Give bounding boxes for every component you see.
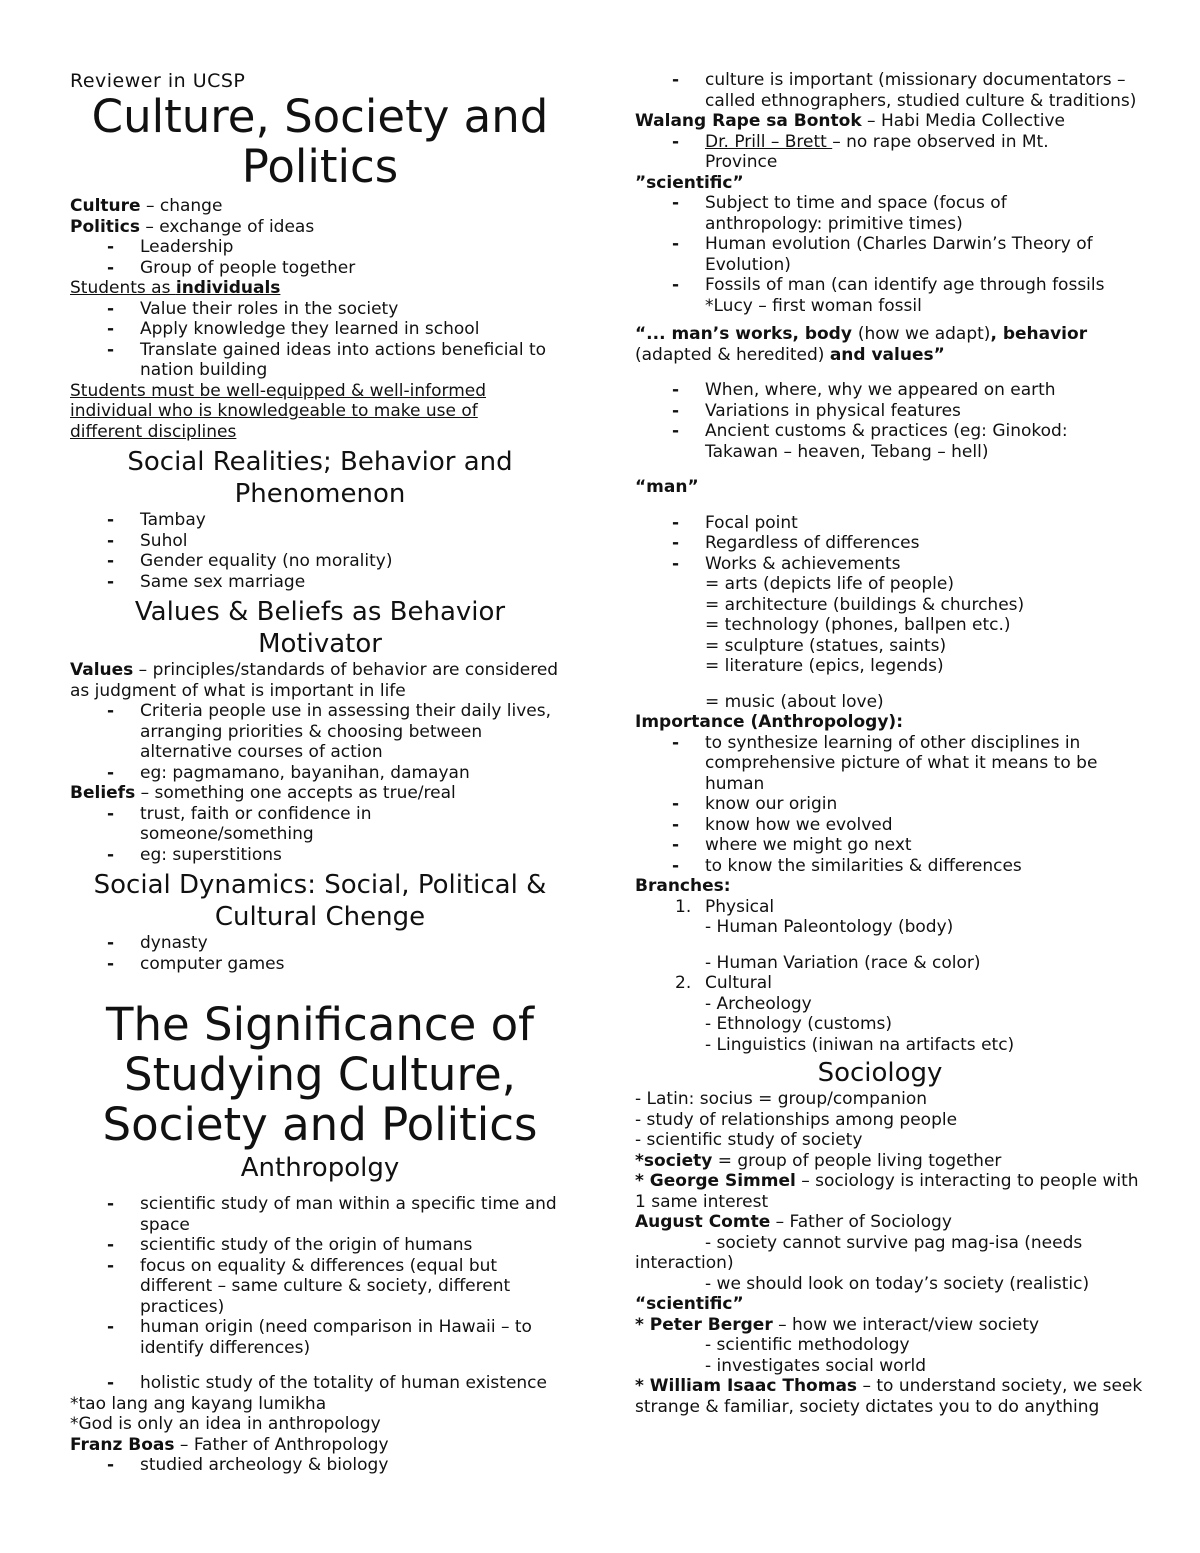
list-item-text: Focal point <box>705 512 798 533</box>
list-item-text: dynasty <box>140 933 208 953</box>
list-item <box>70 701 570 763</box>
values-term: Values <box>70 660 134 680</box>
branch-number: 1. <box>675 896 692 917</box>
spacer <box>635 938 1145 953</box>
bullet-marker: - <box>672 421 680 441</box>
students-as-heading <box>70 278 570 299</box>
list-item-text: trust, faith or confidence in someone/something <box>140 803 372 844</box>
list-item-text: Fossils of man (can identify age through fossils *Lucy – first woman fossil <box>705 275 1105 316</box>
bullet-marker: - <box>107 844 115 865</box>
list-item-text: Variations in physical features <box>705 400 961 421</box>
bullet-marker: - <box>672 275 680 295</box>
bullet-marker: - <box>672 193 680 213</box>
comte-def: – Father of Sociology <box>770 1212 952 1232</box>
list-item-text: Regardless of differences <box>705 533 920 553</box>
list-item <box>70 1256 570 1318</box>
society-def: = group of people living together <box>712 1150 1002 1171</box>
bullet-marker: - <box>672 814 680 835</box>
list-item-text: studied archeology & biology <box>140 1455 389 1475</box>
bullet-marker: - <box>672 855 680 876</box>
list-item-text: Suhol <box>140 530 188 551</box>
bullet-marker: - <box>672 380 680 400</box>
list-item-text: Works & achievements <box>705 553 901 574</box>
man-heading: “man” <box>635 477 699 497</box>
berger-line <box>635 1315 1145 1336</box>
mans-works-part: and values” <box>829 344 945 365</box>
bullet-marker: - <box>107 257 115 278</box>
simmel-line <box>635 1171 1145 1212</box>
list-item-text: culture is important (missionary documentators – called ethnographers, studied culture & traditions) <box>705 70 1137 111</box>
list-item <box>70 551 570 572</box>
values-def: – principles/standards of behavior are considered as judgment of what is important in life <box>70 660 559 701</box>
bullet-marker: - <box>107 510 115 530</box>
bullet-marker: - <box>672 512 680 533</box>
list-item <box>635 815 1145 836</box>
right-column <box>635 70 1145 1417</box>
bullet-marker: - <box>672 794 680 814</box>
scientific-heading-2: “scientific” <box>635 1294 744 1314</box>
bullet-marker: - <box>107 319 115 339</box>
list-item <box>70 531 570 552</box>
spacer <box>635 365 1145 380</box>
list-item <box>635 132 1095 173</box>
branch-sub: - Linguistics (iniwan na artifacts etc) <box>705 1034 1015 1055</box>
walang-line <box>635 111 1145 132</box>
list-item <box>635 193 1055 234</box>
works-line: = music (about love) <box>705 691 884 712</box>
bullet-marker: - <box>107 762 115 783</box>
bullet-marker: - <box>107 571 115 592</box>
list-item <box>70 804 400 845</box>
list-item-text: Translate gained ideas into actions beneficial to nation building <box>140 339 547 380</box>
berger-note: - investigates social world <box>705 1355 927 1376</box>
politics-def: – exchange of ideas <box>139 216 315 237</box>
society-line <box>635 1151 1145 1172</box>
sociology-line: - Latin: socius = group/companion <box>635 1089 928 1109</box>
list-item <box>635 421 1105 462</box>
list-item-text: to synthesize learning of other disciplines in comprehensive picture of what it means to be human <box>705 732 1098 794</box>
anthropology-heading: Anthropolgy <box>240 1153 400 1183</box>
list-item <box>70 1235 570 1256</box>
branch-item <box>635 973 1145 994</box>
simmel-term: * George Simmel <box>635 1171 796 1191</box>
simmel-def: – sociology is interacting to people with 1 same interest <box>635 1171 1139 1212</box>
list-item <box>635 380 1145 401</box>
bullet-marker: - <box>672 835 680 855</box>
branch-label: Physical <box>705 896 775 917</box>
bullet-marker: - <box>107 1255 115 1276</box>
culture-def: – change <box>140 196 223 216</box>
list-item-text: Gender equality (no morality) <box>140 551 393 571</box>
list-item <box>635 401 1145 422</box>
list-item <box>70 1317 570 1358</box>
list-item <box>635 733 1125 795</box>
values-def-line <box>70 660 570 701</box>
branch-label: Cultural <box>705 973 772 993</box>
sociology-heading: Sociology <box>817 1058 943 1088</box>
thomas-def: – to understand society, we seek strange & familiar, society dictates you to do anything <box>635 1376 1143 1417</box>
list-item <box>635 70 1145 111</box>
list-item <box>635 794 1145 815</box>
values-beliefs-heading: Values & Beliefs as Behavior Motivator <box>134 597 506 659</box>
list-item <box>635 275 1135 316</box>
importance-heading: Importance (Anthropology): <box>635 712 903 732</box>
list-item-text: Value their roles in the society <box>140 298 399 319</box>
list-item-text: eg: superstitions <box>140 844 282 865</box>
branch-number: 2. <box>675 973 692 993</box>
list-item <box>70 258 570 279</box>
list-item <box>70 319 570 340</box>
list-item <box>70 1373 570 1394</box>
list-item-text: know our origin <box>705 794 838 814</box>
list-item <box>635 835 1145 856</box>
spacer <box>70 1358 570 1373</box>
politics-def-line <box>70 217 570 238</box>
bullet-marker: - <box>107 1455 115 1475</box>
works-line: = architecture (buildings & churches) <box>705 594 1025 615</box>
politics-term: Politics <box>70 216 140 237</box>
spacer <box>635 677 1145 692</box>
students-must-note: Students must be well-equipped & well-informed individual who is knowledgeable to make use of different disciplines <box>70 380 487 442</box>
list-item-text: Leadership <box>140 237 234 257</box>
bullet-marker: - <box>107 1235 115 1255</box>
culture-term: Culture <box>70 196 141 216</box>
list-item-text: Ancient customs & practices (eg: Ginokod: Takawan – heaven, Tebang – hell) <box>705 421 1068 462</box>
list-item-text: Group of people together <box>140 257 356 278</box>
works-line: = technology (phones, ballpen etc.) <box>705 615 1011 635</box>
branch-sub: - Human Paleontology (body) <box>705 917 954 937</box>
social-dynamics-heading: Social Dynamics: Social, Political & Cultural Chenge <box>93 870 547 932</box>
list-item-text: know how we evolved <box>705 814 893 835</box>
note-tao: *tao lang ang kayang lumikha <box>70 1393 327 1414</box>
mans-works-part: , behavior <box>990 324 1088 344</box>
bullet-marker: - <box>107 530 115 551</box>
list-item-text: Human evolution (Charles Darwin’s Theory of Evolution) <box>705 234 1093 275</box>
list-item-text: human origin (need comparison in Hawaii – to identify differences) <box>140 1317 532 1358</box>
bullet-marker: - <box>672 131 680 152</box>
list-item <box>635 856 1145 877</box>
list-item-text: Subject to time and space (focus of anthropology: primitive times) <box>705 193 1007 234</box>
list-item <box>70 299 570 320</box>
mans-works-part: (adapted & heredited) <box>635 344 830 365</box>
list-item <box>70 1455 570 1476</box>
thomas-term: * William Isaac Thomas <box>635 1376 858 1396</box>
list-item-text: Criteria people use in assessing their daily lives, arranging priorities & choosing between alternative courses of action <box>140 701 552 762</box>
works-line: = literature (epics, legends) <box>705 656 944 676</box>
bullet-marker: - <box>107 339 115 360</box>
individuals-text: individuals <box>175 278 281 298</box>
bullet-marker: - <box>672 732 680 753</box>
list-item <box>70 763 570 784</box>
bullet-marker: - <box>107 1373 115 1393</box>
bullet-marker: - <box>672 70 680 90</box>
bullet-marker: - <box>107 237 115 257</box>
beliefs-term: Beliefs <box>70 783 136 803</box>
comte-line <box>635 1212 1145 1233</box>
list-item-text: holistic study of the totality of human existence <box>140 1373 547 1393</box>
bullet-marker: - <box>107 551 115 571</box>
branch-sub: - Ethnology (customs) <box>705 1014 892 1034</box>
mans-works-part: “... man’s works, body <box>635 324 858 344</box>
students-as-text: Students as <box>70 278 176 298</box>
branches-heading: Branches: <box>635 876 731 896</box>
bullet-marker: - <box>107 1194 115 1214</box>
spacer <box>635 316 1145 324</box>
scientific-heading: ”scientific” <box>635 172 744 193</box>
works-line: = sculpture (statues, saints) <box>705 635 947 656</box>
bullet-marker: - <box>672 234 680 254</box>
works-line: = arts (depicts life of people) <box>705 574 954 594</box>
list-item-text: focus on equality & differences (equal but different – same culture & society, different practices) <box>140 1255 511 1317</box>
walang-term: Walang Rape sa Bontok <box>635 111 862 131</box>
list-item <box>635 533 1145 554</box>
list-item-text: Apply knowledge they learned in school <box>140 319 480 339</box>
sociology-line: - study of relationships among people <box>635 1109 958 1130</box>
prill-name: Dr. Prill – Brett <box>705 131 833 152</box>
list-item-text: scientific study of the origin of humans <box>140 1235 473 1255</box>
bullet-marker: - <box>107 933 115 953</box>
berger-note: - scientific methodology <box>705 1335 910 1355</box>
list-item <box>70 572 570 593</box>
comte-note: - society cannot survive pag mag-isa (needs interaction) <box>635 1232 1083 1273</box>
list-item-text: When, where, why we appeared on earth <box>705 380 1056 400</box>
bullet-marker: - <box>672 553 680 574</box>
culture-def-line <box>70 196 570 217</box>
branch-item <box>635 897 1145 918</box>
berger-term: * Peter Berger <box>635 1314 773 1335</box>
bullet-marker: - <box>107 298 115 319</box>
list-item-text: to know the similarities & differences <box>705 855 1022 876</box>
society-term: *society <box>635 1150 713 1171</box>
bullet-marker: - <box>107 1317 115 1337</box>
reviewer-label: Reviewer in UCSP <box>70 70 246 92</box>
walang-def: – Habi Media Collective <box>861 111 1065 131</box>
boas-def: – Father of Anthropology <box>174 1434 389 1455</box>
branch-sub: - Archeology <box>705 993 812 1014</box>
list-item <box>70 954 570 975</box>
list-item <box>70 237 570 258</box>
mans-works-part: (how we adapt) <box>857 324 991 344</box>
comte-note: - we should look on today’s society (realistic) <box>705 1273 1090 1294</box>
spacer <box>635 462 1145 477</box>
mans-works-heading <box>635 324 1145 365</box>
spacer <box>635 498 1145 513</box>
list-item <box>635 554 1145 575</box>
list-item <box>70 340 570 381</box>
thomas-line <box>635 1376 1145 1417</box>
bullet-marker: - <box>672 400 680 421</box>
list-item-text: where we might go next <box>705 835 912 855</box>
list-item-text: computer games <box>140 953 285 974</box>
social-realities-heading: Social Realities; Behavior and Phenomenon <box>127 447 513 509</box>
list-item-text: Same sex marriage <box>140 571 306 592</box>
left-column <box>70 70 570 1476</box>
title-line-1: Culture, Society and <box>91 90 549 143</box>
list-item <box>70 845 570 866</box>
comte-term: August Comte <box>635 1212 771 1232</box>
bullet-marker: - <box>107 701 115 721</box>
beliefs-def: – something one accepts as true/real <box>135 783 456 803</box>
boas-def-line <box>70 1435 570 1456</box>
bullet-marker: - <box>107 803 115 824</box>
list-item <box>635 234 1125 275</box>
significance-heading: The Significance of Studying Culture, Society and Politics <box>102 998 538 1151</box>
beliefs-def-line <box>70 783 570 804</box>
bullet-marker: - <box>107 953 115 974</box>
list-item-text: scientific study of man within a specific time and space <box>140 1194 557 1235</box>
bullet-marker: - <box>672 533 680 553</box>
branch-sub: - Human Variation (race & color) <box>705 952 981 973</box>
berger-def: – how we interact/view society <box>772 1314 1040 1335</box>
prill-text: – no rape observed in Mt. Province <box>705 131 1049 172</box>
list-item <box>70 1194 570 1235</box>
list-item <box>70 510 570 531</box>
list-item-text: Tambay <box>140 510 206 530</box>
note-god: *God is only an idea in anthropology <box>70 1414 381 1434</box>
title-line-2: Politics <box>241 140 399 193</box>
list-item-text: eg: pagmamano, bayanihan, damayan <box>140 762 470 783</box>
list-item <box>635 513 1145 534</box>
sociology-line: - scientific study of society <box>635 1130 863 1150</box>
boas-term: Franz Boas <box>70 1434 175 1455</box>
list-item <box>70 933 570 954</box>
